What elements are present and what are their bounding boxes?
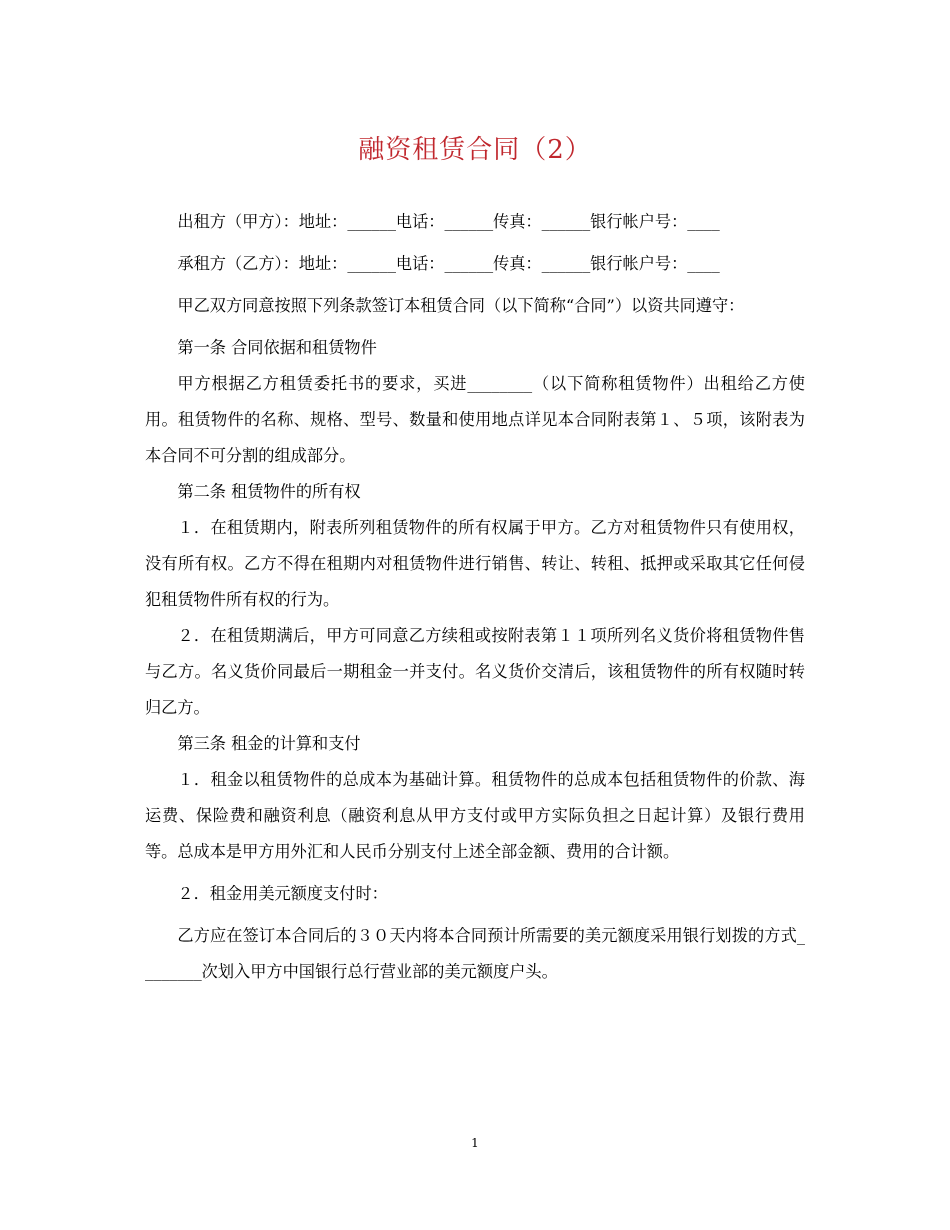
article-3-heading: 第三条 租金的计算和支付 (177, 734, 361, 753)
document-body (145, 204, 805, 990)
article-2-heading: 第二条 租赁物件的所有权 (177, 482, 361, 501)
article-2-clause-1: １．在租赁期内，附表所列租赁物件的所有权属于甲方。乙方对租赁物件只有使用权，没有所有权。乙方不得在租期内对租赁物件进行销售、转让、转租、抵押或采取其它任何侵犯租赁物件所有权的行为。 (145, 518, 805, 609)
paragraph-preamble: 甲乙双方同意按照下列条款签订本租赁合同（以下简称“合同”）以资共同遵守： (177, 296, 745, 315)
article-1-text: 甲方根据乙方租赁委托书的要求，买进________（以下简称租赁物件）出租给乙方使用。租赁物件的名称、规格、型号、数量和使用地点详见本合同附表第１、５项，该附表为本合同不可分割的组成部分。 (145, 374, 805, 465)
article-3-clause-1: １．租金以租赁物件的总成本为基础计算。租赁物件的总成本包括租赁物件的价款、海运费、保险费和融资利息（融资利息从甲方支付或甲方实际负担之日起计算）及银行费用等。总成本是甲方用外汇和人民币分别支付上述全部金额、费用的合计额。 (145, 770, 805, 861)
paragraph-lessor: 出租方（甲方）：地址：______电话：______传真：______银行帐户号：____ (177, 212, 720, 231)
article-3-clause-2: ２．租金用美元额度支付时： (177, 884, 388, 903)
document-title: 融资租赁合同（2） (358, 135, 592, 165)
page-number: 1 (471, 1136, 479, 1150)
paragraph-lessee: 承租方（乙方）：地址：______电话：______传真：______银行帐户号：____ (177, 254, 720, 273)
article-2-clause-2: ２．在租赁期满后，甲方可同意乙方续租或按附表第１１项所列名义货价将租赁物件售与乙方。名义货价同最后一期租金一并支付。名义货价交清后，该租赁物件的所有权随时转归乙方。 (145, 626, 805, 717)
article-3-clause-2-text: 乙方应在签订本合同后的３０天内将本合同预计所需要的美元额度采用银行划拨的方式________次划入甲方中国银行总行营业部的美元额度户头。 (145, 926, 805, 981)
article-1-heading: 第一条 合同依据和租赁物件 (177, 338, 377, 357)
